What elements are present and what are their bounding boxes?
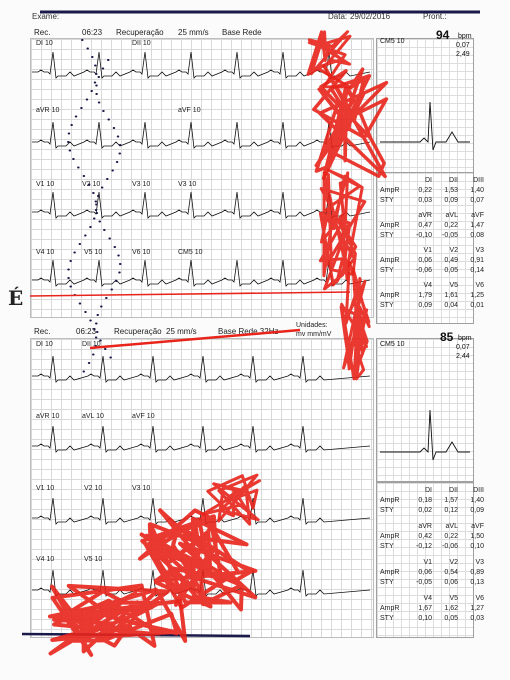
- table-row: AmpR 1,67 1,62 1,27: [380, 605, 484, 612]
- table-header: aVR aVL aVF: [418, 523, 484, 530]
- lead-label: V2 10: [84, 485, 103, 492]
- units-label: Unidades:: [296, 322, 328, 329]
- table-row: AmpR 0,22 1,53 1,40: [380, 187, 484, 194]
- phase-label: Recuperação: [116, 28, 164, 37]
- lead-label: DI 10: [36, 40, 53, 47]
- cm5-value: 0,07: [456, 42, 470, 49]
- table-row: STY 0,02 0,12 0,09: [380, 507, 484, 514]
- table-row: STY -0,10 -0,05 0,08: [380, 232, 484, 239]
- table-header: V1 V2 V3: [423, 247, 484, 254]
- table-row: AmpR 0,18 1,57 1,40: [380, 497, 484, 504]
- table-row: AmpR 0,47 0,22 1,47: [380, 222, 484, 229]
- margin-mark: É: [8, 286, 24, 310]
- heart-rate-unit: bpm: [458, 33, 472, 40]
- lead-label: DII 10: [132, 40, 151, 47]
- lead-label: V1 10: [36, 485, 55, 492]
- lead-label: V1 10: [36, 181, 55, 188]
- date-value: 29/02/2016: [350, 12, 391, 21]
- lead-label: aVR 10: [36, 413, 60, 420]
- table-header: V4 V5 V6: [423, 595, 484, 602]
- pront-label: Pront.:: [423, 12, 447, 21]
- cm5-value: 2,49: [456, 51, 470, 58]
- cm5-label: CM5 10: [380, 341, 405, 348]
- lead-label: V5 10: [84, 556, 103, 563]
- cm5-label: CM5 10: [380, 38, 405, 45]
- table-row: AmpR 0,06 0,54 0,89: [380, 569, 484, 576]
- lead-label: aVF 10: [178, 107, 201, 114]
- table-row: STY 0,09 0,04 0,01: [380, 302, 484, 309]
- table-header: DI DII DIII: [425, 177, 484, 184]
- table-header: aVR aVL aVF: [418, 212, 484, 219]
- base-rede-label: Base Rede: [222, 28, 262, 37]
- lead-label: DII 10: [82, 341, 101, 348]
- rec-label: Rec.: [34, 28, 51, 37]
- heart-rate-value: 94: [436, 28, 450, 42]
- table-row: STY -0,06 0,05 0,14: [380, 267, 484, 274]
- lead-label: V3 10: [178, 181, 197, 188]
- speed-label: 25 mm/s: [178, 28, 209, 37]
- lead-label: V4 10: [36, 249, 55, 256]
- phase-label: Recuperação: [114, 327, 162, 336]
- lead-label: V3 10: [132, 485, 151, 492]
- table-row: STY 0,03 0,09 0,07: [380, 197, 484, 204]
- lead-label: V3 10: [132, 181, 151, 188]
- table-header: DI DII DIII: [425, 487, 484, 494]
- rec-time: 06:23: [76, 327, 97, 336]
- document-header: [28, 8, 498, 24]
- date-label: Data:: [328, 12, 348, 21]
- measurement-table-1: [380, 176, 484, 311]
- ecg-grid-2: [30, 338, 374, 638]
- cm5-value: 2,44: [456, 353, 470, 360]
- table-header: V4 V5 V6: [423, 282, 484, 289]
- units-value: mv mm/mV: [296, 331, 332, 338]
- rec-label: Rec.: [34, 327, 51, 336]
- speed-label: 25 mm/s: [166, 327, 197, 336]
- table-row: STY 0,10 0,05 0,03: [380, 615, 484, 622]
- table-row: STY -0,12 -0,06 0,10: [380, 543, 484, 550]
- rec-time: 06:23: [82, 28, 103, 37]
- cm5-panel-1: [376, 38, 474, 174]
- lead-label: CM5 10: [178, 249, 203, 256]
- table-row: STY -0,05 0,06 0,13: [380, 579, 484, 586]
- lead-label: aVL 10: [82, 413, 104, 420]
- lead-label: V5 10: [84, 249, 103, 256]
- cm5-value: 0,07: [456, 344, 470, 351]
- table-row: AmpR 0,42 0,22 1,50: [380, 533, 484, 540]
- base-rede-label: Base Rede 32Hz: [218, 327, 279, 336]
- lead-label: DI 10: [36, 341, 53, 348]
- heart-rate-unit: bpm: [458, 335, 472, 342]
- heart-rate-value: 85: [440, 330, 454, 344]
- table-row: AmpR 0,06 0,49 0,91: [380, 257, 484, 264]
- lead-label: aVR 10: [36, 107, 60, 114]
- ecg-grid-1: [30, 38, 374, 318]
- lead-label: V2 10: [82, 181, 101, 188]
- table-row: AmpR 1,79 1,61 1,25: [380, 292, 484, 299]
- lead-label: V4 10: [36, 556, 55, 563]
- table-header: V1 V2 V3: [423, 559, 484, 566]
- measurement-table-2: [380, 486, 484, 624]
- lead-label: aVF 10: [132, 413, 155, 420]
- exam-label: Exame:: [32, 12, 60, 21]
- lead-label: V6 10: [132, 249, 151, 256]
